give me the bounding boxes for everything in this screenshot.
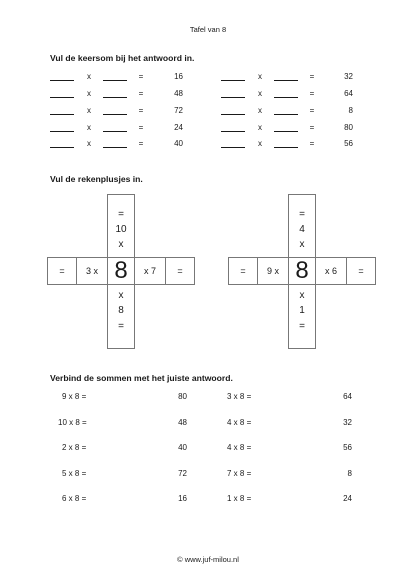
times-sign: x <box>87 89 91 98</box>
top-cell-times: x <box>118 239 124 250</box>
bottom-cell-value: 8 <box>118 305 124 316</box>
match-sum[interactable]: 5 x 8 = <box>62 469 87 478</box>
match-answer[interactable]: 8 <box>347 469 352 478</box>
match-sum[interactable]: 6 x 8 = <box>62 494 87 503</box>
answer-blank[interactable] <box>50 131 74 132</box>
match-sum[interactable]: 1 x 8 = <box>227 494 252 503</box>
cross-top-column <box>288 194 316 258</box>
answer-blank[interactable] <box>274 131 298 132</box>
top-cell-value: 10 <box>115 224 127 235</box>
equals-sign: = <box>309 89 315 98</box>
answer-blank[interactable] <box>50 80 74 81</box>
product-value: 16 <box>174 72 183 81</box>
row-cell-multiplier: x 6 <box>315 257 347 285</box>
match-sum[interactable]: 4 x 8 = <box>227 418 252 427</box>
equals-sign: = <box>138 106 144 115</box>
top-cell-equals: = <box>118 209 124 220</box>
row-cell-multiplier: 9 x <box>257 257 289 285</box>
answer-blank[interactable] <box>221 147 245 148</box>
row-cell-equals: = <box>228 257 258 285</box>
answer-blank[interactable] <box>103 114 127 115</box>
product-value: 24 <box>174 123 183 132</box>
cross-bottom-column <box>107 284 135 349</box>
section2-heading: Vul de rekenplusjes in. <box>50 174 143 184</box>
product-value: 64 <box>344 89 353 98</box>
answer-blank[interactable] <box>221 114 245 115</box>
times-sign: x <box>258 139 262 148</box>
footer-credit: © www.juf-milou.nl <box>177 555 239 564</box>
center-number: 8 <box>107 257 135 285</box>
equals-sign: = <box>309 72 315 81</box>
times-sign: x <box>258 123 262 132</box>
product-value: 80 <box>344 123 353 132</box>
match-answer[interactable]: 80 <box>178 392 187 401</box>
bottom-cell-times: x <box>118 290 124 301</box>
match-answer[interactable]: 72 <box>178 469 187 478</box>
answer-blank[interactable] <box>221 131 245 132</box>
answer-blank[interactable] <box>103 131 127 132</box>
times-sign: x <box>87 106 91 115</box>
times-sign: x <box>87 123 91 132</box>
equals-sign: = <box>309 123 315 132</box>
times-sign: x <box>258 72 262 81</box>
answer-blank[interactable] <box>274 97 298 98</box>
answer-blank[interactable] <box>221 80 245 81</box>
answer-blank[interactable] <box>274 114 298 115</box>
times-sign: x <box>87 139 91 148</box>
row-cell-multiplier: 3 x <box>76 257 108 285</box>
equals-sign: = <box>138 72 144 81</box>
times-sign: x <box>87 72 91 81</box>
cross-top-column <box>107 194 135 258</box>
row-cell-equals: = <box>346 257 376 285</box>
answer-blank[interactable] <box>274 80 298 81</box>
equals-sign: = <box>138 139 144 148</box>
match-sum[interactable]: 7 x 8 = <box>227 469 252 478</box>
product-value: 8 <box>348 106 353 115</box>
bottom-cell-equals: = <box>118 321 124 332</box>
top-cell-equals: = <box>299 209 305 220</box>
match-sum[interactable]: 4 x 8 = <box>227 443 252 452</box>
bottom-cell-value: 1 <box>299 305 305 316</box>
product-value: 48 <box>174 89 183 98</box>
answer-blank[interactable] <box>103 80 127 81</box>
equals-sign: = <box>138 89 144 98</box>
match-answer[interactable]: 48 <box>178 418 187 427</box>
match-sum[interactable]: 2 x 8 = <box>62 443 87 452</box>
row-cell-multiplier: x 7 <box>134 257 166 285</box>
match-answer[interactable]: 16 <box>178 494 187 503</box>
match-sum[interactable]: 10 x 8 = <box>58 418 87 427</box>
answer-blank[interactable] <box>103 147 127 148</box>
match-answer[interactable]: 64 <box>343 392 352 401</box>
answer-blank[interactable] <box>221 97 245 98</box>
times-sign: x <box>258 89 262 98</box>
answer-blank[interactable] <box>50 114 74 115</box>
top-cell-value: 4 <box>299 224 305 235</box>
cross-bottom-column <box>288 284 316 349</box>
answer-blank[interactable] <box>50 147 74 148</box>
page-title: Tafel van 8 <box>189 25 227 34</box>
answer-blank[interactable] <box>103 97 127 98</box>
equals-sign: = <box>138 123 144 132</box>
times-sign: x <box>258 106 262 115</box>
top-cell-times: x <box>299 239 305 250</box>
product-value: 40 <box>174 139 183 148</box>
equals-sign: = <box>309 139 315 148</box>
row-cell-equals: = <box>165 257 195 285</box>
product-value: 72 <box>174 106 183 115</box>
match-answer[interactable]: 40 <box>178 443 187 452</box>
match-sum[interactable]: 3 x 8 = <box>227 392 252 401</box>
match-sum[interactable]: 9 x 8 = <box>62 392 87 401</box>
row-cell-equals: = <box>47 257 77 285</box>
section1-heading: Vul de keersom bij het antwoord in. <box>50 53 195 63</box>
product-value: 56 <box>344 139 353 148</box>
section3-heading: Verbind de sommen met het juiste antwoord. <box>50 373 233 383</box>
match-answer[interactable]: 24 <box>343 494 352 503</box>
bottom-cell-times: x <box>299 290 305 301</box>
bottom-cell-equals: = <box>299 321 305 332</box>
match-answer[interactable]: 56 <box>343 443 352 452</box>
product-value: 32 <box>344 72 353 81</box>
equals-sign: = <box>309 106 315 115</box>
center-number: 8 <box>288 257 316 285</box>
match-answer[interactable]: 32 <box>343 418 352 427</box>
answer-blank[interactable] <box>50 97 74 98</box>
answer-blank[interactable] <box>274 147 298 148</box>
